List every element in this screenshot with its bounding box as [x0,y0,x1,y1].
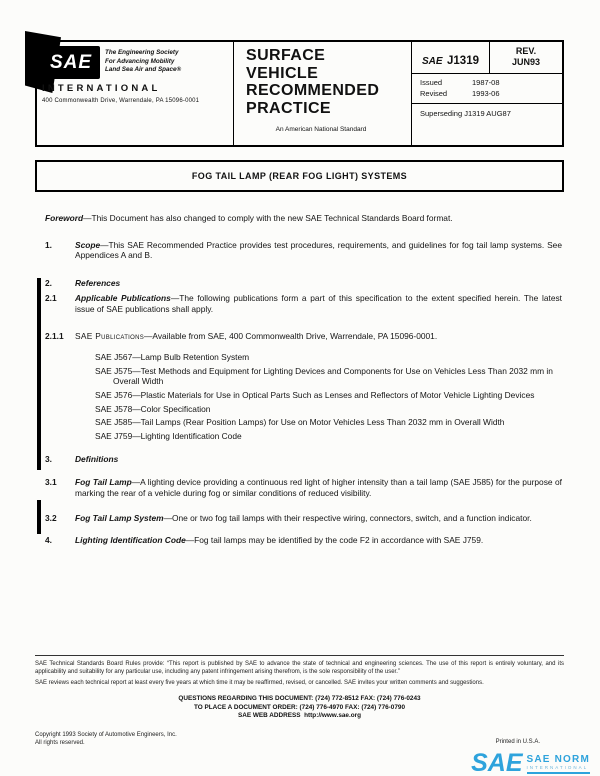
sae-logo-icon: SAE [42,46,100,79]
doc-type-line: SURFACE [246,47,326,64]
revised-value: 1993-06 [472,88,500,98]
legal-notice-1: SAE Technical Standards Board Rules provide: “This report is published by SAE to advance the state of technical and engineering sciences. The use of this report is entirely voluntary, and its applicability and suitability for any particular use, including any patent infringement arising therefrom, is the sole responsibility of the user.” [35,661,564,675]
section-number: 2.1.1 [45,330,64,341]
publisher-cell [37,42,234,145]
national-standard-note: An American National Standard [275,126,367,133]
doc-type-line: VEHICLE [246,64,319,82]
section-body: —The following publications form a part of this specification to the extent specified herein. The latest issue of SAE publications shall apply. [75,293,563,314]
section-body: —Available from SAE, 400 Commonwealth Drive, Warrendale, PA 15096-0001. [144,330,438,341]
revised-row [420,89,562,100]
publication-list [95,352,562,441]
sae-logo [42,46,228,79]
section-text [75,454,562,465]
doc-type-line: PRACTICE [246,99,331,117]
section-lighting-identification-code [45,535,562,546]
change-bar [37,500,41,534]
order-line: TO PLACE A DOCUMENT ORDER: (724) 776-4970 FAX: (724) 776-0790 [193,703,406,711]
section-text [75,278,562,289]
revision-badge [490,42,562,77]
tagline-line: For Advancing Mobility [105,57,175,65]
foreword-paragraph [45,213,562,224]
logo-tagline [105,46,181,75]
code-number: J1319 [447,55,479,67]
header-table [35,40,564,147]
section-number: 2.1 [45,293,57,304]
printed-note: Printed in U.S.A. [495,739,540,745]
section-number: 4. [45,534,52,545]
code-sae-prefix: SAE [422,56,443,67]
section-definitions [45,454,562,465]
section-title: Fog Tail Lamp [75,476,132,487]
section-body: —A lighting device providing a continuous red light of higher intensity than a tail lamp (SAE J585) for the purpose of marking the rear of a vehicle during fog or similar conditions of reduced visibility. [75,476,563,498]
questions-line: QUESTIONS REGARDING THIS DOCUMENT: (724) 772-8512 FAX: (724) 776-0243 [178,694,421,702]
section-text [75,293,562,314]
section-number: 2. [45,277,52,288]
document-title: FOG TAIL LAMP (REAR FOG LIGHT) SYSTEMS [35,160,564,192]
document-type-cell [234,42,412,145]
section-sae-publications [45,331,562,342]
publication-item: SAE J578—Color Specification [95,403,211,414]
foreword-label: Foreword [45,213,84,223]
page-footer [35,655,564,747]
international-label: INTERNATIONAL [42,83,161,94]
section-title: Applicable Publications [75,293,171,304]
section-fog-tail-lamp-system [45,513,562,524]
issued-label: Issued [420,78,443,87]
section-text [75,331,562,342]
publication-item: SAE J575—Test Methods and Equipment for Lighting Devices and Components for Use on Vehicles Less Than 2032 mm in Overall Width [95,365,553,387]
section-number: 3. [45,454,52,465]
section-fog-tail-lamp [45,477,562,498]
web-line [35,712,564,721]
section-title: Scope [75,239,101,250]
document-body [45,213,562,545]
web-url: http://www.sae.org [304,712,362,720]
doc-type-line: RECOMMENDED [246,82,380,99]
section-body: —One or two fog tail lamps with their respective wiring, connectors, switch, and a function indicator. [163,513,532,524]
section-text [75,535,562,546]
document-type-title [246,47,411,117]
dates-cell [412,74,562,104]
section-number: 1. [45,239,52,250]
rights-line: All rights reserved. [35,740,85,747]
section-title: Definitions [75,454,119,465]
issued-row [420,78,562,89]
publication-item: SAE J759—Lighting Identification Code [95,430,242,441]
saenorm-subtitle: INTERNATIONAL [526,765,589,770]
publication-item: SAE J585—Tail Lamps (Rear Position Lamps) for Use on Motor Vehicles Less Than 2032 mm in Overall Width [95,417,505,428]
section-text [75,513,562,524]
code-row [412,42,562,74]
publication-item: SAE J576—Plastic Materials for Use in Optical Parts Such as Lenses and Reflectors of Motor Vehicle Lighting Devices [95,389,535,400]
document-code [412,42,490,73]
section-text [75,240,562,261]
revised-label: Revised [420,88,448,98]
contact-block [35,695,564,721]
section-scope [45,240,562,261]
saenorm-watermark [471,749,590,776]
superseding-note: Superseding J1319 AUG87 [420,109,511,118]
section-body: —Fog tail lamps may be identified by the code F2 in accordance with SAE J759. [185,534,484,545]
revision-cell-group [412,42,562,145]
saenorm-logo-icon: SAE [471,749,523,776]
publisher-address: 400 Commonwealth Drive, Warrendale, PA 15096-0001 [42,98,200,104]
footer-divider [35,655,564,656]
issued-value: 1987-08 [472,78,500,87]
rev-label: REV. [515,46,537,56]
web-label: SAE WEB ADDRESS [237,712,301,720]
legal-notice-2: SAE reviews each technical report at least every five years at which time it may be reaffirmed, revised, or cancelled. SAE invites your written comments and suggestions. [35,680,484,687]
saenorm-text-block [527,755,591,774]
section-applicable-publications [45,293,562,314]
section-body: —This SAE Recommended Practice provides test procedures, requirements, and guidelines for fog tail lamp systems. See Appendices A and B. [75,239,562,261]
section-title: Fog Tail Lamp System [75,513,164,524]
section-title: References [75,277,121,288]
tagline-line: Land Sea Air and Space® [105,66,182,73]
rev-value: JUN93 [511,57,540,67]
copyright-line: Copyright 1993 Society of Automotive Engineers, Inc. [35,732,177,739]
copyright-block [35,731,564,747]
foreword-text: —This Document has also changed to comply with the new SAE Technical Standards Board format. [83,213,453,223]
section-title: SAE Publications [75,330,145,341]
section-references [45,278,562,289]
section-text [75,477,562,498]
publication-item: SAE J567—Lamp Bulb Retention System [95,352,250,363]
section-number: 3.1 [45,476,57,487]
change-bar [37,278,41,470]
section-title: Lighting Identification Code [75,534,186,545]
tagline-line: The Engineering Society [105,49,179,56]
section-number: 3.2 [45,513,57,524]
saenorm-name: SAE NORM [526,754,590,765]
